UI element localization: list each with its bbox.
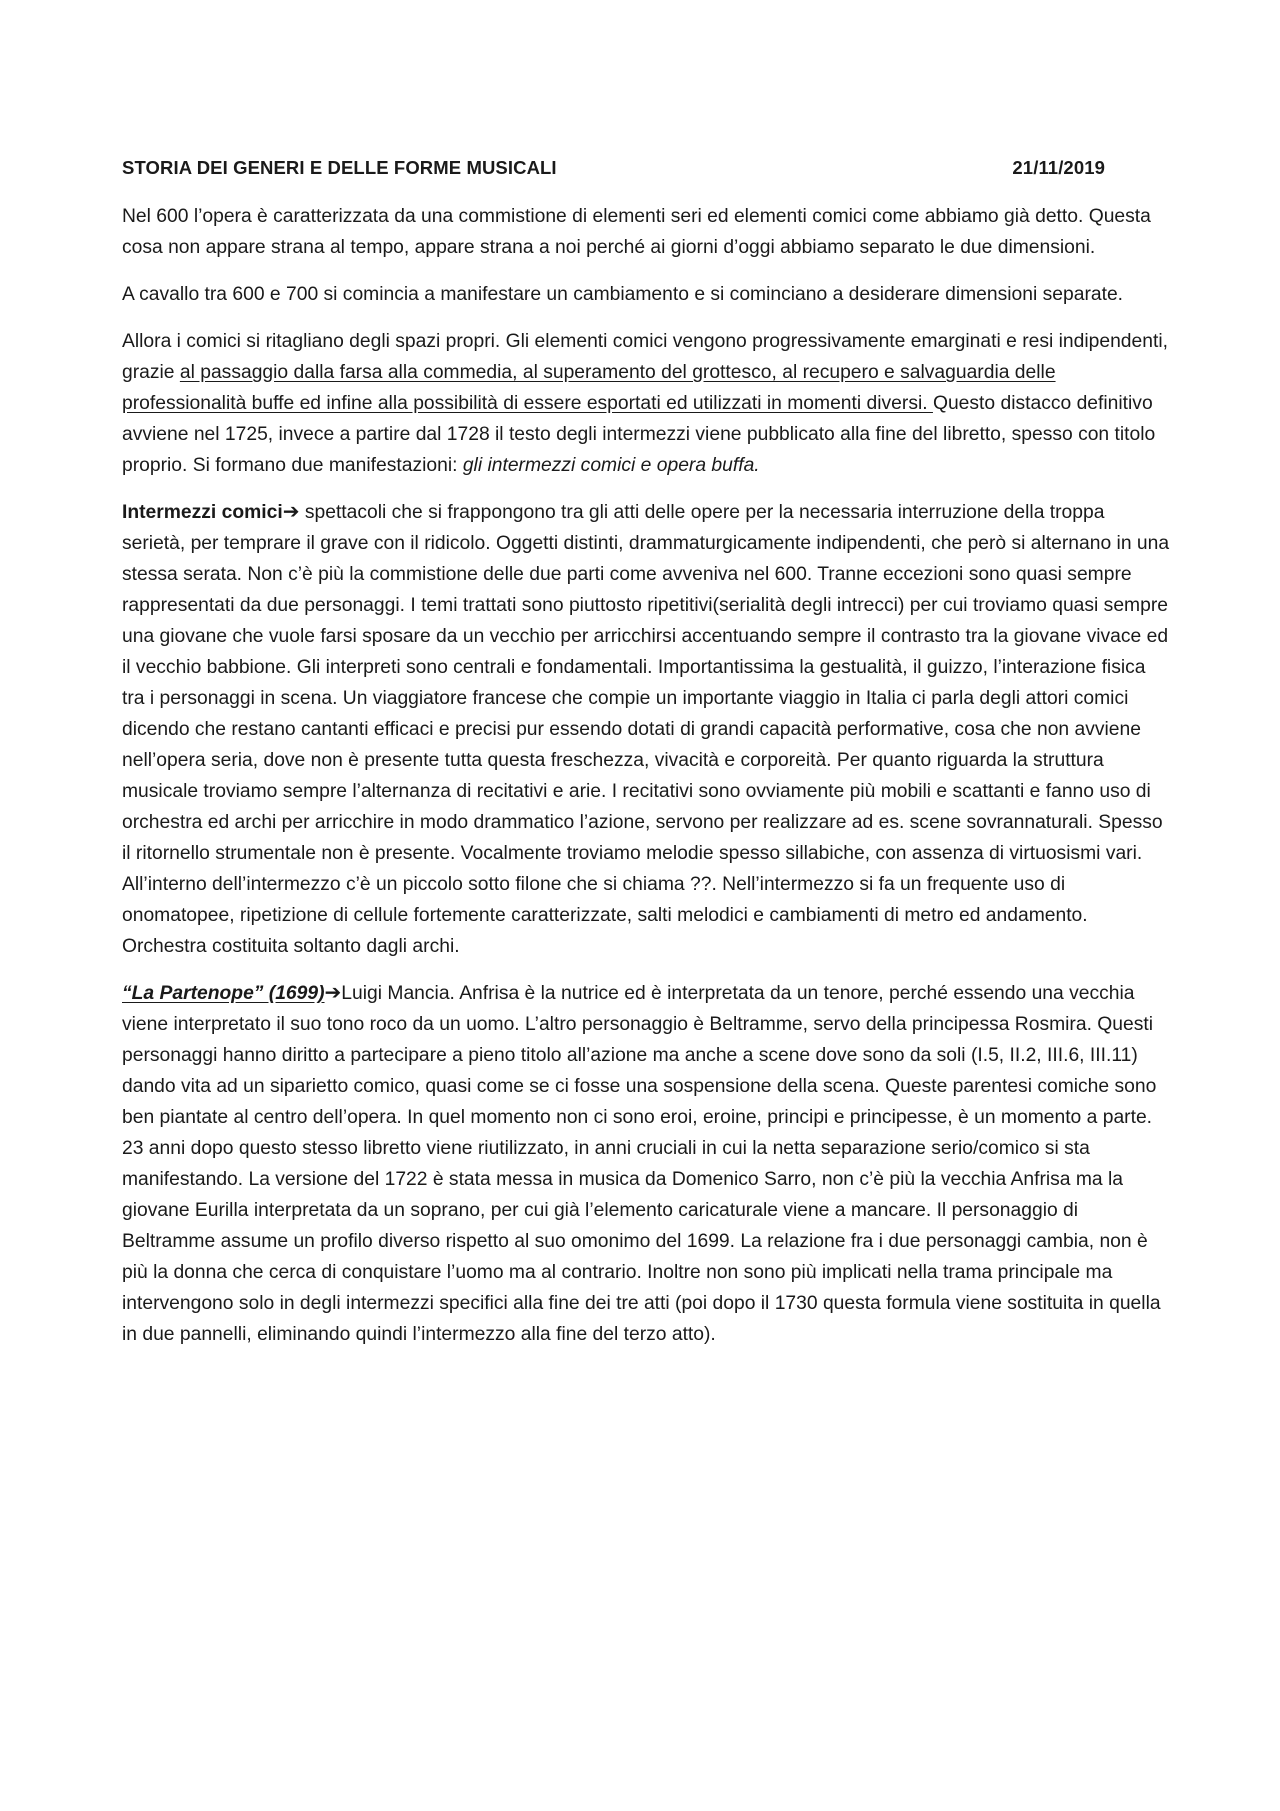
partenope-text: Luigi Mancia. Anfrisa è la nutrice ed è interpretata da un tenore, perché essendo una vecchia viene interpretato il suo tono roco da un uomo. L’altro personaggio è Beltramme, servo della principessa Rosmira. Questi personaggi hanno diritto a partecipare a pieno titolo all’azione ma anche a scene dove sono da soli (I.5, II.2, III.6, III.11) dando vita ad un siparietto comico, quasi come se ci fosse una sospensione della scena. Queste parentesi comiche sono ben piantate al centro dell’opera. In quel momento non ci sono eroi, eroine, principi e principesse, è un momento a parte. 23 anni dopo questo stesso libretto viene riutilizzato, in anni cruciali in cui la netta separazione serio/comico si sta manifestando. La versione del 1722 è stata messa in musica da Domenico Sarro, non c’è più la vecchia Anfrisa ma la giovane Eurilla interpretata da un soprano, per cui già l’elemento caricaturale viene a mancare. Il personaggio di Beltramme assume un profilo diverso rispetto al suo omonimo del 1699. La relazione fra i due personaggi cambia, non è più la donna che cerca di conquistare l’uomo ma al contrario. Inoltre non sono più implicati nella trama principale ma intervengono solo in degli intermezzi specifici alla fine dei tre atti (poi dopo il 1730 questa formula viene sostituita in quella in due pannelli, eliminando quindi l’intermezzo alla fine del terzo atto). [122,983,1161,1345]
arrow-icon: ➔ [324,982,342,1004]
paragraph-partenope [122,978,1172,1350]
document-body [122,201,1172,1366]
paragraph-intermezzi-comici [122,497,1172,962]
separation-underlined: al passaggio dalla farsa alla commedia, al superamento del grottesco, al recupero e salvaguardia delle professionalità buffe ed infine alla possibilità di essere esportati ed utilizzati in momenti diversi. [122,362,1056,414]
intermezzi-term: Intermezzi comici [122,502,283,523]
document-header [122,157,1105,179]
paragraph-transition: A cavallo tra 600 e 700 si comincia a manifestare un cambiamento e si cominciano a desiderare dimensioni separate. [122,284,1124,305]
paragraph-intro: Nel 600 l’opera è caratterizzata da una commistione di elementi seri ed elementi comici come abbiamo già detto. Questa cosa non appare strana al tempo, appare strana a noi perché ai giorni d’oggi abbiamo separato le due dimensioni. [122,206,1151,258]
separation-intro: Allora i comici si ritagliano degli spazi propri. Gli elementi comici vengono progressivamente emarginati e resi indipendenti, grazie [122,331,1168,383]
document-title: STORIA DEI GENERI E DELLE FORME MUSICALI [122,157,557,178]
separation-italic: gli intermezzi comici e opera buffa. [462,455,760,476]
partenope-term: “La Partenope” (1699) [122,983,325,1004]
separation-rest: Questo distacco definitivo avviene nel 1725, invece a partire dal 1728 il testo degli intermezzi viene pubblicato alla fine del libretto, spesso con titolo proprio. Si formano due manifestazioni: [122,393,1156,476]
intermezzi-text: spettacoli che si frappongono tra gli atti delle opere per la necessaria interruzione della troppa serietà, per temprare il grave con il ridicolo. Oggetti distinti, drammaturgicamente indipendenti, che però si alternano in una stessa serata. Non c’è più la commistione delle due parti come avveniva nel 600. Tranne eccezioni sono quasi sempre rappresentati da due personaggi. I temi trattati sono piuttosto ripetitivi(serialità degli intrecci) per cui troviamo quasi sempre una giovane che vuole farsi sposare da un vecchio per arricchirsi accentuando sempre il contrasto tra la giovane vivace ed il vecchio babbione. Gli interpreti sono centrali e fondamentali. Importantissima la gestualità, il guizzo, l’interazione fisica tra i personaggi in scena. Un viaggiatore francese che compie un importante viaggio in Italia ci parla degli attori comici dicendo che restano cantanti efficaci e precisi pur essendo dotati di grandi capacità performative, cosa che non avviene nell’opera seria, dove non è presente tutta questa freschezza, vivacità e corporeità. Per quanto riguarda la struttura musicale troviamo sempre l’alternanza di recitativi e arie. I recitativi sono ovviamente più mobili e scattanti e fanno uso di orchestra ed archi per arricchire in modo drammatico l’azione, servono per realizzare ad es. scene sovrannaturali. Spesso il ritornello strumentale non è presente. Vocalmente troviamo melodie spesso sillabiche, con assenza di virtuosismi vari. All’interno dell’intermezzo c’è un piccolo sotto filone che si chiama ??. Nell’intermezzo si fa un frequente uso di onomatopee, ripetizione di cellule fortemente caratterizzate, salti melodici e cambiamenti di metro ed andamento. Orchestra costituita soltanto dagli archi. [122,502,1170,957]
arrow-icon: ➔ [282,501,300,523]
document-date: 21/11/2019 [1012,157,1105,178]
paragraph-separation [122,326,1172,481]
